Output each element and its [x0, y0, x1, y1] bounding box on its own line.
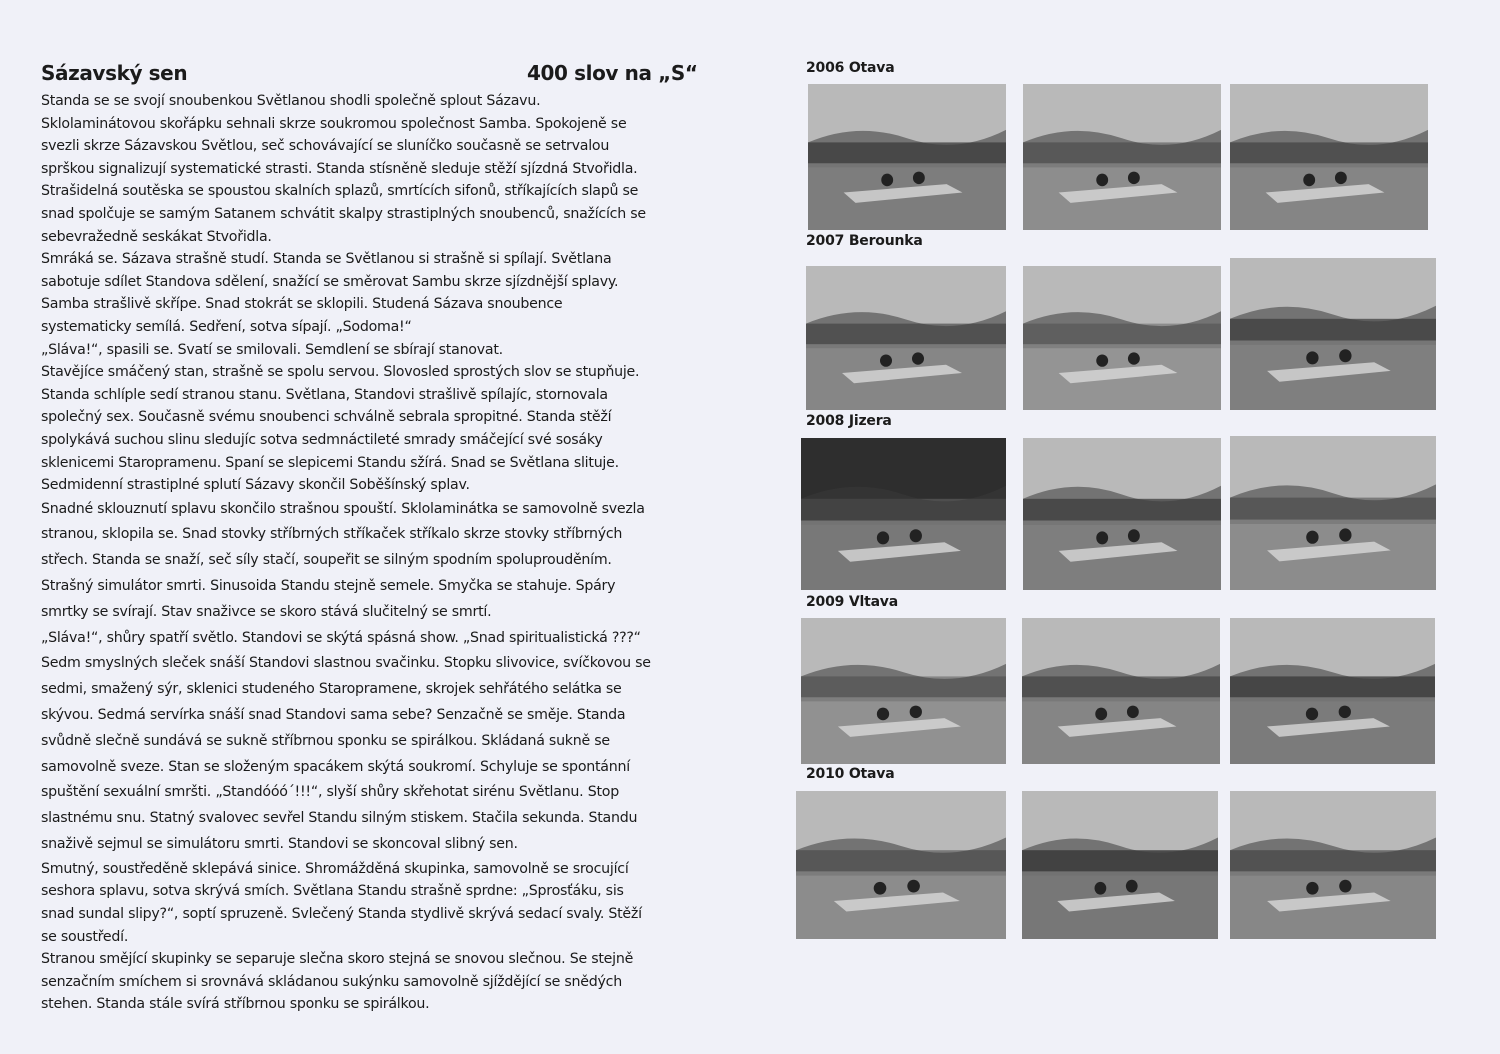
text-line: svezli skrze Sázavskou Světlou, seč schovávající se sluníčko současně se setrvalou	[41, 138, 610, 155]
text-line: snad spolčuje se samým Satanem schvátit skalpy strastiplných snoubenců, snažících se	[41, 205, 646, 222]
photo	[1230, 258, 1436, 410]
article-body	[41, 90, 701, 1016]
text-line: sebevražedně seskákat Stvořidla.	[41, 228, 272, 245]
text-line: stranou, sklopila se. Snad stovky stříbrných stříkaček stříkalo skrze stovky stříbrných	[41, 526, 623, 543]
photo	[806, 266, 1006, 410]
text-line: společný sex. Současně svému snoubenci schválně sebrala spropitné. Standa stěží	[41, 409, 612, 426]
text-line: Standa se se svojí snoubenkou Světlanou shodli společně splout Sázavu.	[41, 93, 541, 109]
text-line: Sedmidenní strastiplné splutí Sázavy skončil Soběšínský splav.	[41, 477, 470, 494]
text-line: senzačním smíchem si srovnává skládanou sukýnku samovolně sjíždějící se snědých	[41, 973, 622, 990]
text-line: Strašidelná soutěska se spoustou skalních splazů, smrtících sifonů, stříkajících slapů se	[41, 183, 639, 200]
text-line: seshora splavu, sotva skrývá smích. Světlana Standu strašně sprdne: „Sprosťáku, sis	[41, 883, 624, 900]
text-line: se soustředí.	[41, 928, 129, 945]
photo	[1022, 791, 1218, 939]
year-label: 2010 Otava	[806, 766, 895, 782]
article-title: Sázavský sen	[41, 61, 188, 85]
photo	[1023, 438, 1221, 590]
text-line: sabotuje sdílet Standova sdělení, snažící se směrovat Sambu skrze sjízdnější splavy.	[41, 273, 619, 290]
photo	[1023, 266, 1221, 410]
text-line: Sedm smyslných sleček snáší Standovi slastnou svačinku. Stopku slivovice, svíčkovou se	[41, 655, 651, 672]
text-line: Smráká se. Sázava strašně studí. Standa se Světlanou si strašně si spílají. Světlana	[41, 251, 612, 268]
text-line: Snadné sklouznutí splavu skončilo strašnou spouští. Sklolaminátka se samovolně svezla	[41, 500, 645, 517]
text-line: sedmi, smažený sýr, sklenici studeného Staropramene, skrojek sehřátého selátka se	[41, 681, 622, 698]
text-line: systematicky semílá. Sedření, sotva sípají. „Sodoma!“	[41, 318, 412, 335]
text-line: spolykává suchou slinu sledujíc sotva sedmnáctileté smrady smáčející své sosáky	[41, 431, 603, 448]
text-line: slastnému snu. Statný svalovec sevřel Standu silným stiskem. Stačila sekunda. Standu	[41, 810, 638, 827]
text-line: „Sláva!“, shůry spatří světlo. Standovi se skýtá spásná show. „Snad spiritualistická ???“	[41, 629, 641, 646]
text-line: Samba strašlivě skřípe. Snad stokrát se sklopili. Studená Sázava snoubence	[41, 296, 563, 313]
text-line: Strašný simulátor smrti. Sinusoida Standu stejně semele. Smyčka se stahuje. Spáry	[41, 578, 616, 595]
text-line: samovolně sveze. Stan se složeným spacákem skýtá soukromí. Schyluje se spontánní	[41, 758, 630, 775]
article-subtitle: 400 slov na „S“	[527, 61, 698, 85]
text-line: spuštění sexuální smršti. „Standóóó´!!!“, slyší shůry skřehotat sirénu Světlanu. Stop	[41, 784, 619, 801]
text-line: skývou. Sedmá servírka snáší snad Standovi sama sebe? Senzačně se směje. Standa	[41, 707, 626, 724]
year-label: 2007 Berounka	[806, 233, 923, 249]
photo	[1230, 436, 1436, 590]
text-line: svůdně slečně sundává se sukně stříbrnou sponku se spirálkou. Skládaná sukně se	[41, 732, 610, 749]
text-line: sklenicemi Staropramenu. Spaní se slepicemi Standu sžírá. Snad se Světlana slituje.	[41, 454, 619, 471]
text-line: Sklolaminátovou skořápku sehnali skrze soukromou společnost Samba. Spokojeně se	[41, 115, 627, 132]
text-line: Smutný, soustředěně sklepává sinice. Shromážděná skupinka, samovolně se srocující	[41, 860, 629, 877]
photo	[801, 438, 1006, 590]
photo	[801, 618, 1006, 764]
year-label: 2006 Otava	[806, 60, 895, 76]
text-line: snad sundal slipy?“, soptí spruzeně. Svlečený Standa stydlivě skrývá sedací svaly. Stěží	[41, 906, 642, 923]
year-label: 2009 Vltava	[806, 594, 898, 610]
text-line: Standa schlíple sedí stranou stanu. Světlana, Standovi strašlivě spílajíc, stornovala	[41, 386, 608, 403]
text-line: smrtky se svírají. Stav snaživce se skoro stává slučitelný se smrtí.	[41, 603, 492, 620]
photo	[808, 84, 1006, 230]
photo	[796, 791, 1006, 939]
text-line: střech. Standa se snaží, seč síly stačí, soupeřit se silným spodním spoluprouděním.	[41, 552, 612, 569]
text-line: Stranou smějící skupinky se separuje slečna skoro stejná se snovou slečnou. Se stejně	[41, 951, 634, 968]
text-line: sprškou signalizují systematické strasti. Standa stísněně sleduje stěží sjízdná Stvořidla.	[41, 160, 638, 177]
photo	[1230, 791, 1436, 939]
text-line: snaživě sejmul se simulátoru smrti. Standovi se skoncoval slibný sen.	[41, 836, 518, 853]
photo	[1230, 84, 1428, 230]
photo	[1230, 618, 1435, 764]
photo	[1022, 618, 1220, 764]
text-line: Stavějíce smáčený stan, strašně se spolu servou. Slovosled sprostých slov se stupňuje.	[41, 364, 640, 381]
photo	[1023, 84, 1221, 230]
text-line: stehen. Standa stále svírá stříbrnou sponku se spirálkou.	[41, 996, 430, 1013]
year-label: 2008 Jizera	[806, 413, 892, 429]
text-line: „Sláva!“, spasili se. Svatí se smilovali. Semdlení se sbírají stanovat.	[41, 341, 503, 358]
